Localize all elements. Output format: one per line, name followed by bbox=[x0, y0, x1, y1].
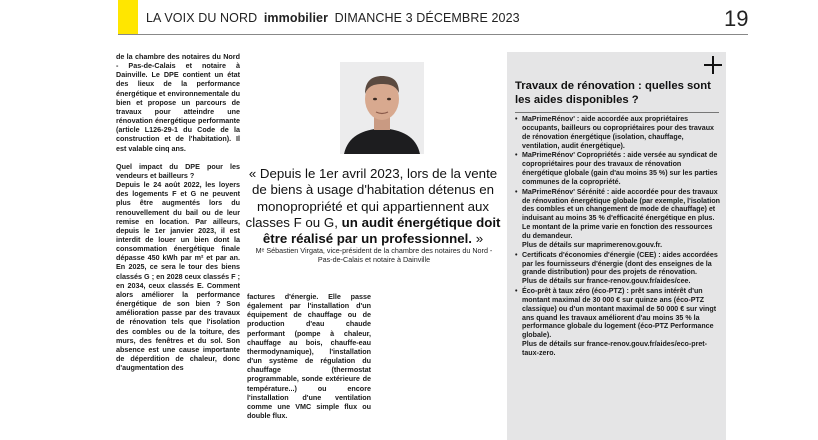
list-item: • Éco-prêt à taux zéro (éco-PTZ) : prêt sans intérêt d'un montant maximal de 30 000 € sur quinze ans (éco-PTZ classique) ou d'un montant maximal de 50 000 € sur vingt ans quand les travaux améliorent d'au moins 35 % la performance globale du logement (éco-PTZ Performance globale). Plus de détails sur france-renov.gouv.fr/aides/eco-pret-taux-zero. bbox=[515, 287, 721, 359]
plus-icon bbox=[704, 56, 722, 74]
details-link: Plus de détails sur france-renov.gouv.fr/aides/cee. bbox=[522, 277, 691, 286]
article-column-1 bbox=[116, 52, 240, 372]
section-name: immobilier bbox=[263, 11, 329, 25]
aid-list bbox=[515, 115, 721, 359]
details-link: Plus de détails sur france-renov.gouv.fr/aides/eco-pret-taux-zero. bbox=[522, 340, 708, 357]
sidebar-title: Travaux de rénovation : quelles sont les aides disponibles ? bbox=[515, 80, 711, 106]
quote-author: Mᵉ Sébastien Virgata, vice-président de la chambre des notaires du Nord - Pas-de-Calais et notaire à Dainville bbox=[255, 246, 493, 264]
section-color-block bbox=[118, 0, 138, 34]
subheading: Quel impact du DPE pour les vendeurs et bailleurs ? bbox=[116, 161, 240, 180]
article-body-continued: factures d'énergie. Elle passe également par l'installation d'un équipement de chauffage ou de production d'eau chaude performant (pompe à chaleur, chauffage au bois, chauffe-eau thermodynamique), l'installation d'un système de régulation du chauffage (thermostat programmable, sonde extérieure de température...) ou encore l'installation d'une ventilation comme une VMC simple flux ou double flux. bbox=[247, 292, 371, 421]
paper-name: LA VOIX DU NORD bbox=[146, 11, 258, 25]
quote-emphasis: un audit énergétique doit être réalisé par un professionnel. bbox=[262, 214, 501, 247]
list-item: • MaPrimeRénov' Sérénité : aide accordée pour des travaux de rénovation énergétique globale (par exemple, l'isolation des combles et un changement de mode de chauffage) et induisant au moins 35 % d'efficacité énergétique en plus. Le montant de la prime varie en fonction des ressources du demandeur. Plus de détails sur maprimerenov.gouv.fr. bbox=[515, 188, 721, 251]
sidebar-divider bbox=[515, 112, 719, 113]
portrait-photo bbox=[340, 62, 424, 154]
article-column-2 bbox=[247, 292, 371, 420]
article-intro: de la chambre des notaires du Nord - Pas-de-Calais et notaire à Dainville. Le DPE contient un état des lieux de la performance énergétique et environnementale du bien et propose un parcours de travaux pour atteindre une rénovation énergétique performante (article L126-29-1 du Code de la construction et de l'habitation). Il est valable cinq ans. bbox=[116, 52, 240, 153]
pull-quote bbox=[243, 166, 503, 247]
quote-text: « Depuis le 1er avril 2023, lors de la vente de biens à usage d'habitation détenus en monopropriété et qui appartiennent aux classes F ou G, bbox=[245, 166, 498, 230]
list-item: • MaPrimeRénov' : aide accordée aux propriétaires occupants, bailleurs ou copropriétaires pour des travaux de rénovation énergétique (isolation, chauffage, ventilation, audit énergétique). bbox=[515, 115, 721, 151]
masthead bbox=[146, 11, 520, 25]
details-link: Plus de détails sur maprimerenov.gouv.fr. bbox=[522, 240, 663, 249]
issue-date: DIMANCHE 3 DÉCEMBRE 2023 bbox=[334, 11, 520, 25]
list-item: • Certificats d'économies d'énergie (CEE) : aides accordées par les fournisseurs d'énergie (dont des enseignes de la grande distribution) pour des projets de rénovation. Plus de détails sur france-renov.gouv.fr/aides/cee. bbox=[515, 251, 721, 287]
article-body: Depuis le 24 août 2022, les loyers des logements F et G ne peuvent plus être augmentés lors du renouvellement du bail ou de leur remise en location. Par ailleurs, depuis le 1er janvier 2023, il est interdit de louer un bien dont la consommation énergétique finale dépasse 450 kWh par m² et par an. En 2025, ce sera le tour des biens classés G ; en 2028 ceux classés F ; en 2034, ceux classés E. Comment alors améliorer la performance énergétique de son bien ? Son amélioration passe par des travaux de rénovation tels que l'isolation des combles ou de la toiture, des murs, des fenêtres et du sol. Son absence est une cause importante de déperdition de chaleur, donc d'augmentation des bbox=[116, 180, 240, 373]
list-item: • MaPrimeRénov' Copropriétés : aide versée au syndicat de copropriétaires pour des travaux de rénovation énergétique globale (gain d'au moins 35 %) sur les parties communes de la copropriété. bbox=[515, 151, 721, 187]
header-divider bbox=[118, 34, 748, 35]
page-number: 19 bbox=[724, 6, 749, 31]
quote-close: » bbox=[472, 231, 484, 247]
portrait-image bbox=[340, 62, 424, 154]
